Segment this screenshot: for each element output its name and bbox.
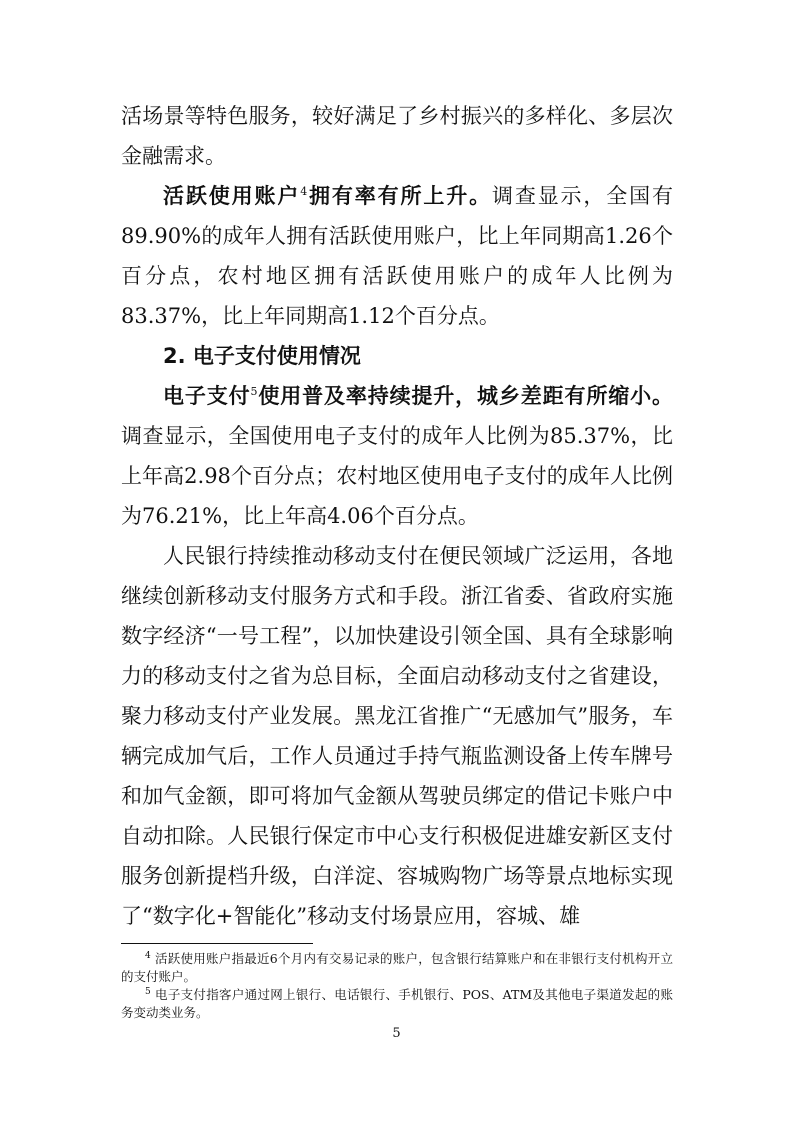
footnote-ref-4[interactable]: 4 [300,185,308,198]
footnote-4 [121,950,673,986]
paragraph-mobile-payment: 人民银行持续推动移动支付在便民领域广泛运用，各地继续创新移动支付服务方式和手段。浙江省委、省政府实施数字经济“一号工程”，以加快建设引领全国、具有全球影响力的移动支付之省为总目标，全面启动移动支付之省建设，聚力移动支付产业发展。黑龙江省推广“无感加气”服务，车辆完成加气后，工作人员通过手持气瓶监测设备上传车牌号和加气金额，即可将加气金额从驾驶员绑定的借记卡账户中自动扣除。人民银行保定市中心支行积极促进雄安新区支付服务创新提档升级，白洋淀、容城购物广场等景点地标实现了“数字化+智能化”移动支付场景应用，容城、雄 [121,544,673,928]
footnote-text: 活跃使用账户指最近6个月内有交易记录的账户，包含银行结算账户和在非银行支付机构开立的支付账户。 [121,951,673,984]
paragraph-lead-b: 拥有率有所上升。 [307,184,492,208]
paragraph-lead-a: 活跃使用账户 [163,184,301,208]
paragraph-text: 调查显示，全国有89.90%的成年人拥有活跃使用账户，比上年同期高1.26个百分点，农村地区拥有活跃使用账户的成年人比例为83.37%，比上年同期高1.12个百分点。 [121,184,674,328]
footnote-number: 4 [145,950,151,961]
footnote-ref-5[interactable]: 5 [250,385,258,398]
section-heading: 2. 电子支付使用情况 [163,344,361,368]
page-body [121,96,673,936]
paragraph-text: 调查显示，全国使用电子支付的成年人比例为85.37%，比上年高2.98个百分点；农村地区使用电子支付的成年人比例为76.21%，比上年高4.06个百分点。 [121,424,673,528]
footnote-text: 电子支付指客户通过网上银行、电话银行、手机银行、POS、ATM及其他电子渠道发起的账务变动类业务。 [121,987,673,1020]
paragraph-continuation: 活场景等特色服务，较好满足了乡村振兴的多样化、多层次金融需求。 [121,104,673,168]
page-number: 5 [392,1026,401,1041]
paragraph-lead-a: 电子支付 [163,384,251,408]
footnote-5 [121,986,673,1022]
footnote-number: 5 [145,986,151,997]
paragraph-electronic-payment [121,376,673,536]
footnote-divider [121,943,313,944]
paragraph-active-accounts [121,176,673,336]
footnotes [121,950,673,1022]
paragraph-lead-b: 使用普及率持续提升，城乡差距有所缩小。 [257,384,674,408]
